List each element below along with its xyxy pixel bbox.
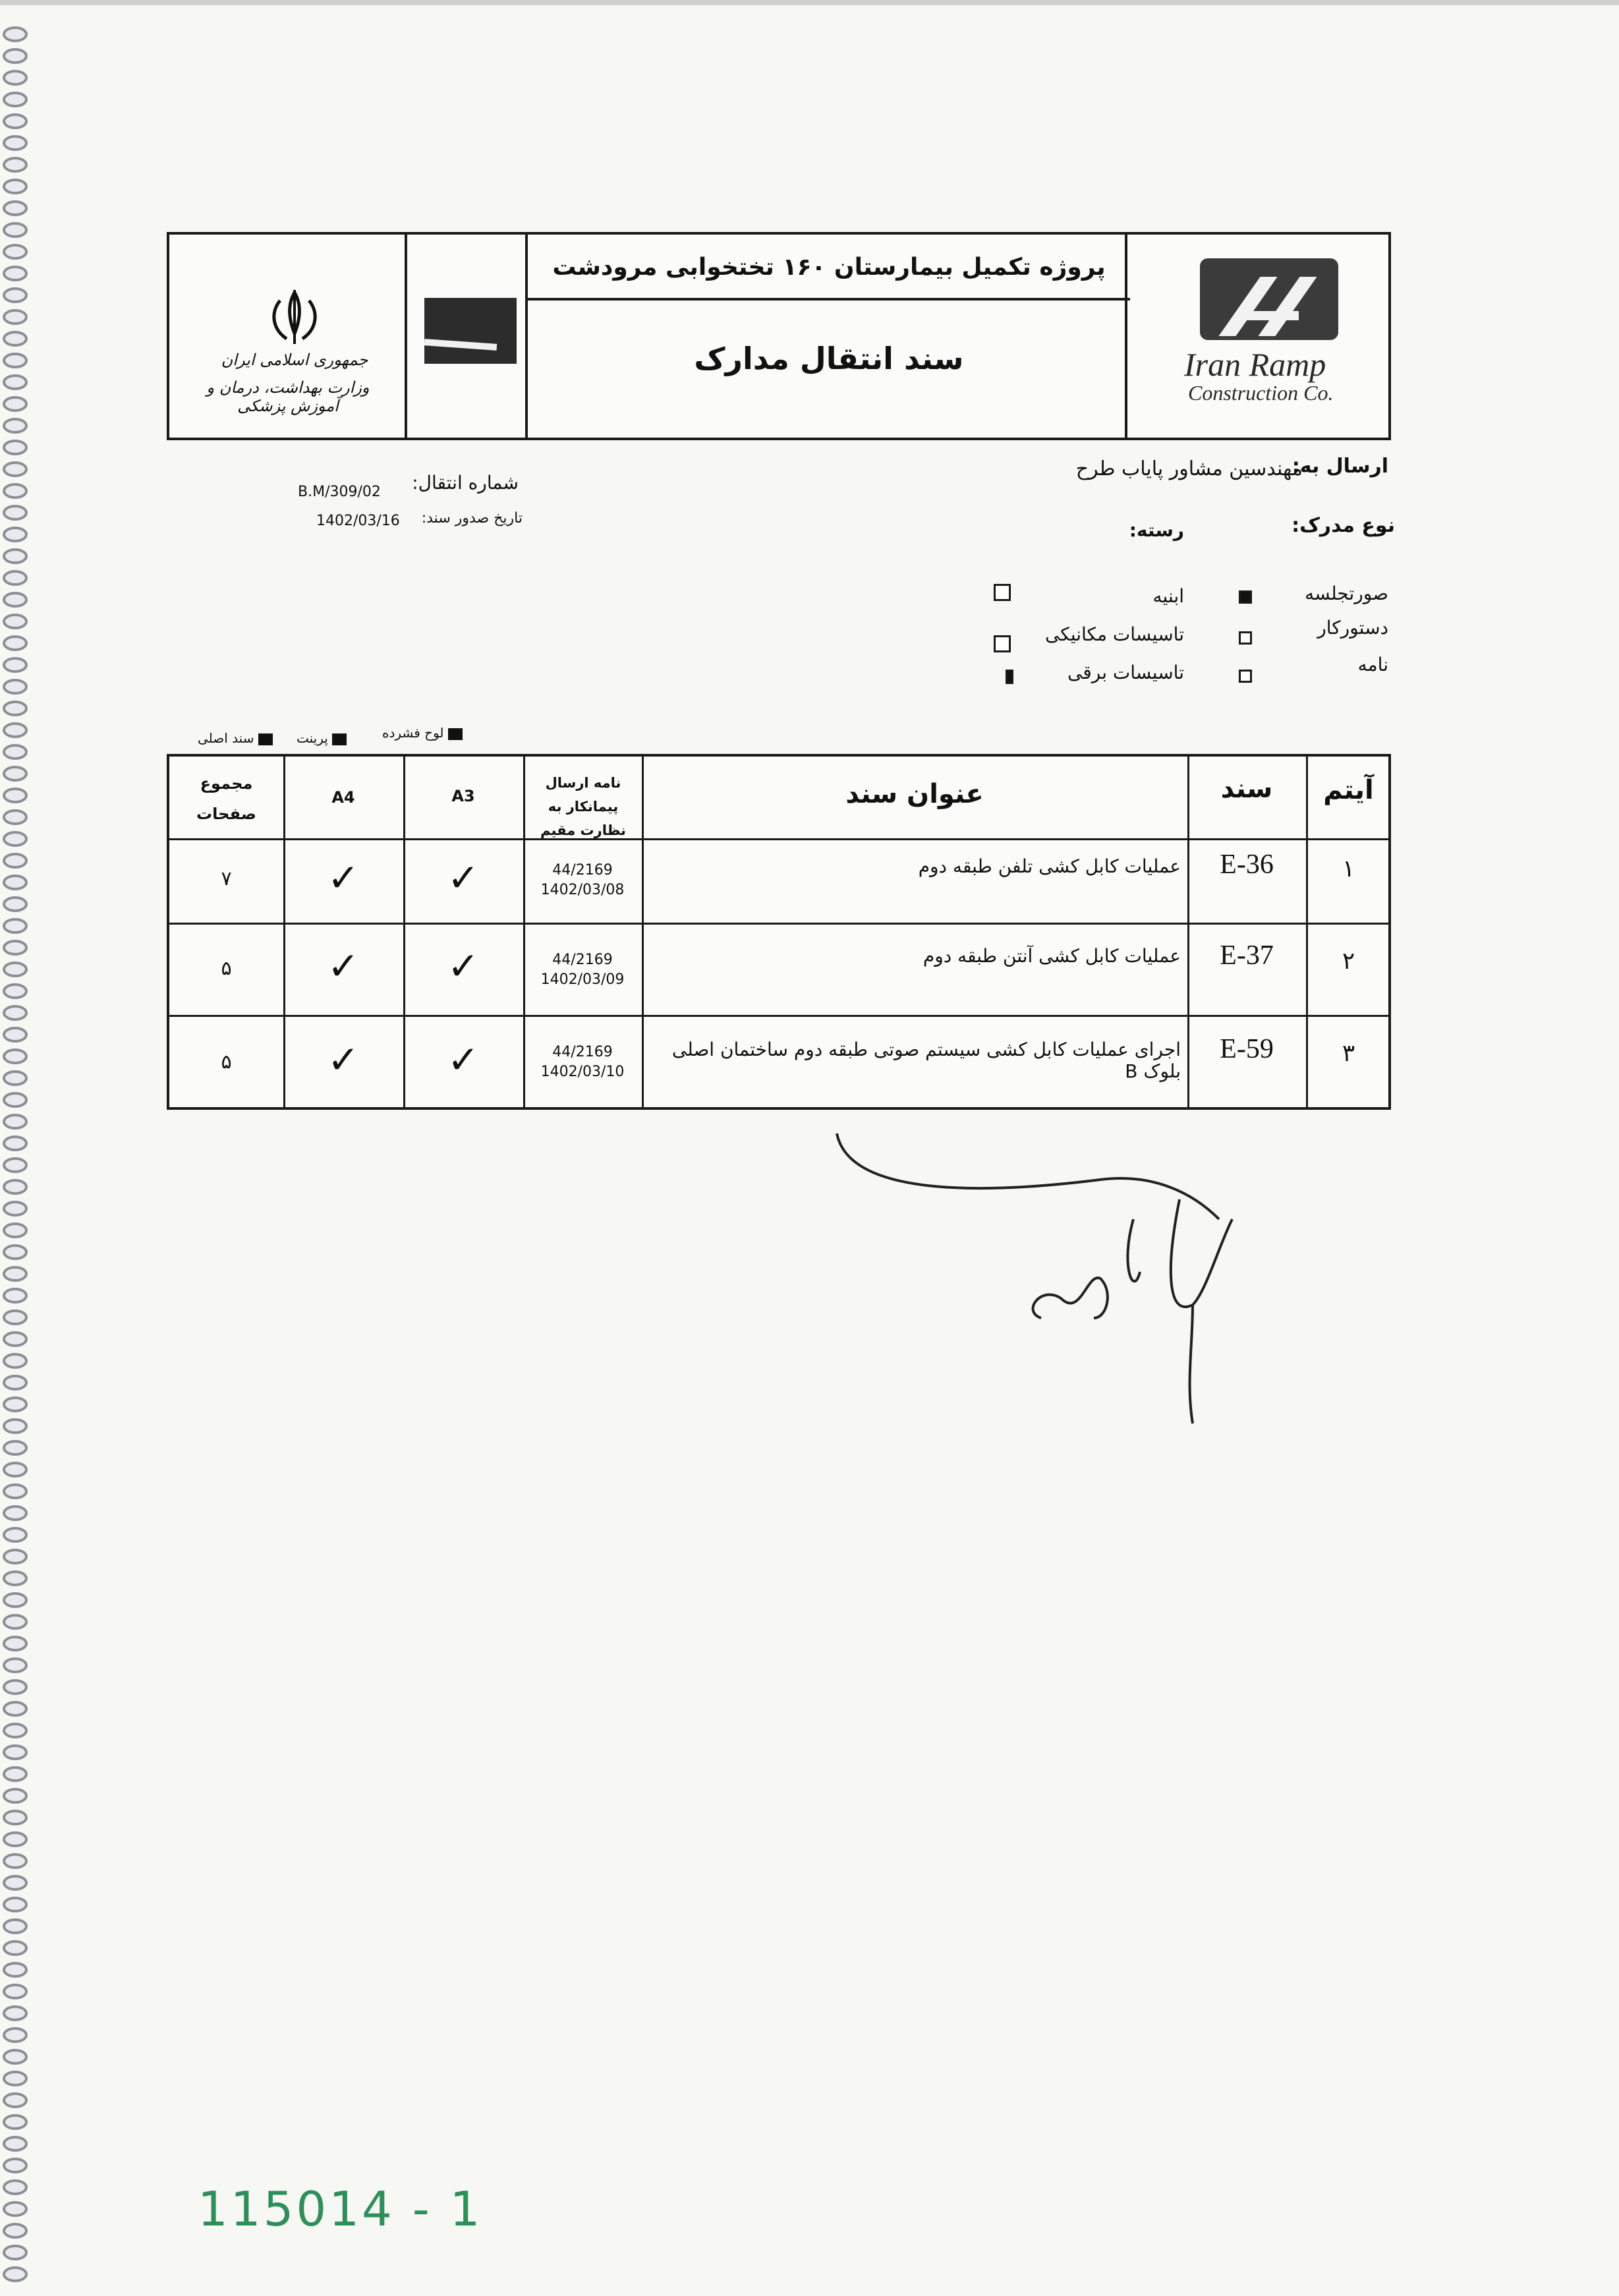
binding-ring (3, 2005, 28, 2021)
binding-ring (3, 744, 28, 760)
transfer-no-value: B.M/309/02 (298, 484, 381, 500)
header-title: عنوان سند (845, 779, 984, 809)
legend (198, 730, 273, 746)
legend-print-group (297, 730, 347, 746)
binding-ring (3, 1897, 28, 1912)
binding-ring (3, 353, 28, 368)
row1-letter-no: 44/2169 (552, 862, 613, 878)
binding-ring (3, 635, 28, 651)
binding-ring (3, 875, 28, 890)
category-label: رسته: (1129, 519, 1184, 541)
row2-letter-no: 44/2169 (552, 952, 613, 968)
binding-ring (3, 1157, 28, 1173)
binding-ring (3, 657, 28, 673)
signature-icon (824, 1120, 1285, 1450)
binding-ring (3, 1788, 28, 1804)
binding-ring (3, 1766, 28, 1782)
document-header (167, 232, 1391, 440)
legend-cd: لوح فشرده (382, 725, 444, 741)
doc-type-letter: نامه (1357, 654, 1388, 675)
binding-ring (3, 1505, 28, 1521)
binding-ring (3, 1092, 28, 1108)
binding-ring (3, 70, 28, 86)
row3-letter-date: 1402/03/10 (540, 1064, 625, 1080)
doc-type-label: نوع مدرک: (1292, 514, 1395, 537)
binding-ring (3, 1048, 28, 1064)
company-subtitle: Construction Co. (1188, 381, 1334, 405)
binding-ring (3, 918, 28, 934)
page-top-edge (0, 0, 1619, 5)
binding-ring (3, 200, 28, 216)
binding-ring (3, 1266, 28, 1282)
send-to-value: مهندسین مشاور پایاب طرح (1075, 457, 1303, 480)
binding-ring (3, 113, 28, 129)
doc-type-work-order: دستورکار (1317, 617, 1388, 639)
row3-item: ۳ (1342, 1040, 1355, 1067)
row-divider (169, 1015, 1388, 1017)
row2-pages: ۵ (221, 957, 232, 980)
row1-a4-check-icon: ✓ (327, 855, 360, 900)
binding-ring (3, 1483, 28, 1499)
handwritten-number: 115014 - 1 (198, 2181, 483, 2237)
binding-ring (3, 1679, 28, 1695)
binding-ring (3, 2245, 28, 2260)
binding-ring (3, 1440, 28, 1456)
binding-ring (3, 331, 28, 347)
doc-type-letter-checkbox[interactable] (1239, 670, 1252, 683)
send-to-label: ارسال به: (1292, 455, 1388, 478)
binding-ring (3, 1244, 28, 1260)
row3-a3-check-icon: ✓ (447, 1037, 480, 1082)
binding-ring (3, 287, 28, 303)
row-divider (169, 838, 1388, 840)
binding-ring (3, 440, 28, 455)
binding-ring (3, 2136, 28, 2152)
binding-ring (3, 1918, 28, 1934)
binding-ring (3, 309, 28, 325)
binding-ring (3, 1875, 28, 1891)
binding-ring (3, 2179, 28, 2195)
row1-letter-date: 1402/03/08 (540, 882, 625, 898)
binding-ring (3, 1288, 28, 1304)
binding-ring (3, 2223, 28, 2239)
binding-ring (3, 1005, 28, 1021)
binding-ring (3, 1570, 28, 1586)
binding-ring (3, 1396, 28, 1412)
legend-original: سند اصلی (198, 730, 254, 746)
binding-ring (3, 418, 28, 434)
binding-ring (3, 1222, 28, 1238)
binding-ring (3, 461, 28, 477)
document-title: سند انتقال مدارک (694, 341, 964, 376)
binding-ring (3, 1723, 28, 1738)
binding-ring (3, 1527, 28, 1543)
emblem-text-ministry: وزارت بهداشت، درمان و آموزش پزشکی (206, 378, 370, 415)
category-electrical-checkbox[interactable] (1006, 670, 1013, 684)
category-mechanical-checkbox[interactable] (994, 635, 1011, 652)
row2-item: ۲ (1342, 948, 1355, 975)
binding-ring (3, 983, 28, 999)
binding-ring (3, 548, 28, 564)
binding-ring (3, 831, 28, 847)
binding-ring (3, 1114, 28, 1130)
binding-ring (3, 679, 28, 695)
binding-ring (3, 1744, 28, 1760)
row3-pages: ۵ (221, 1050, 232, 1074)
binding-ring (3, 2158, 28, 2173)
binding-ring (3, 809, 28, 825)
binding-ring (3, 1614, 28, 1630)
iran-emblem-icon (262, 287, 327, 347)
row3-title: اجرای عملیات کابل کشی سیستم صوتی طبقه دوم ساختمان اصلی بلوک B (671, 1039, 1181, 1082)
row3-doc: E-59 (1220, 1034, 1274, 1064)
row1-pages: ۷ (221, 867, 232, 890)
category-mechanical: تاسیسات مکانیکی (1044, 623, 1184, 645)
row2-doc: E-37 (1220, 940, 1274, 971)
category-building: ابنیه (1152, 585, 1184, 607)
row1-item: ۱ (1342, 855, 1355, 882)
binding-ring (3, 1309, 28, 1325)
binding-ring (3, 896, 28, 912)
binding-ring (3, 1070, 28, 1086)
binding-ring (3, 1375, 28, 1391)
ministry-emblem-area (169, 235, 405, 438)
binding-ring (3, 853, 28, 869)
binding-ring (3, 1810, 28, 1825)
category-building-checkbox[interactable] (994, 584, 1011, 601)
binding-ring (3, 374, 28, 390)
binding-ring (3, 788, 28, 803)
binding-ring (3, 266, 28, 281)
binding-ring (3, 1984, 28, 1999)
binding-ring (3, 48, 28, 64)
row-divider (169, 923, 1388, 925)
header-a4: A4 (331, 788, 355, 807)
binding-ring (3, 2049, 28, 2065)
header-doc: سند (1220, 774, 1273, 804)
binding-ring (3, 1636, 28, 1651)
binding-ring (3, 1353, 28, 1369)
binding-ring (3, 2027, 28, 2043)
doc-type-minutes-checkbox[interactable] (1239, 590, 1252, 604)
binding-ring (3, 1940, 28, 1956)
issue-date-label: تاریخ صدور سند: (421, 510, 523, 527)
binding-ring (3, 1831, 28, 1847)
header-item: آیتم (1323, 775, 1374, 805)
header-a3: A3 (451, 787, 475, 805)
binding-ring (3, 2266, 28, 2282)
header-letter: نامه ارسال پیمانکار به نظارت مقیم (540, 775, 626, 838)
binding-ring (3, 1418, 28, 1434)
row1-title: عملیات کابل کشی تلفن طبقه دوم (918, 855, 1181, 877)
binding-ring (3, 396, 28, 412)
documents-table (167, 754, 1391, 1110)
row1-a3-check-icon: ✓ (447, 855, 480, 900)
binding-ring (3, 1331, 28, 1347)
doc-type-minutes: صورتجلسه (1305, 583, 1388, 604)
row3-letter-no: 44/2169 (552, 1044, 613, 1060)
category-electrical: تاسیسات برقی (1067, 662, 1184, 683)
binding-ring (3, 2071, 28, 2086)
binding-ring (3, 940, 28, 956)
row2-a3-check-icon: ✓ (447, 944, 480, 989)
binding-ring (3, 1701, 28, 1717)
binding-ring (3, 244, 28, 260)
spiral-binding (0, 26, 46, 2280)
company-logo-area (1125, 235, 1388, 438)
binding-ring (3, 179, 28, 194)
legend-print-marker (332, 733, 347, 745)
binding-ring (3, 1657, 28, 1673)
row3-a4-check-icon: ✓ (327, 1037, 360, 1082)
binding-ring (3, 222, 28, 238)
binding-ring (3, 2092, 28, 2108)
row2-a4-check-icon: ✓ (327, 944, 360, 989)
binding-ring (3, 483, 28, 499)
binding-ring (3, 961, 28, 977)
binding-ring (3, 1962, 28, 1978)
binding-ring (3, 592, 28, 608)
legend-print: پرینت (297, 730, 328, 746)
binding-ring (3, 722, 28, 738)
title-area (525, 235, 1130, 438)
binding-ring (3, 1853, 28, 1869)
legend-cd-group (382, 725, 463, 741)
doc-type-work-order-checkbox[interactable] (1239, 631, 1252, 645)
binding-ring (3, 1462, 28, 1478)
binding-ring (3, 570, 28, 586)
header-pages: مجموع صفحات (196, 774, 256, 823)
binding-ring (3, 1592, 28, 1608)
row1-doc: E-36 (1220, 849, 1274, 880)
binding-ring (3, 1549, 28, 1564)
row2-letter-date: 1402/03/09 (540, 971, 625, 988)
binding-ring (3, 2201, 28, 2217)
binding-ring (3, 135, 28, 151)
binding-ring (3, 26, 28, 42)
partner-logo-area (405, 235, 525, 438)
company-logo-icon (1200, 258, 1338, 340)
binding-ring (3, 766, 28, 782)
issue-date-value: 1402/03/16 (316, 513, 400, 529)
binding-ring (3, 1179, 28, 1195)
transfer-no-label: شماره انتقال: (412, 472, 519, 494)
binding-ring (3, 505, 28, 521)
partner-logo-icon (424, 298, 517, 364)
binding-ring (3, 614, 28, 629)
binding-ring (3, 1201, 28, 1217)
project-title: پروژه تکمیل بیمارستان ۱۶۰ تختخوابی مرودشت (528, 235, 1130, 301)
binding-ring (3, 527, 28, 542)
binding-ring (3, 1027, 28, 1043)
legend-cd-marker (448, 728, 463, 740)
row2-title: عملیات کابل کشی آنتن طبقه دوم (923, 945, 1181, 967)
binding-ring (3, 1135, 28, 1151)
company-name: Iran Ramp (1184, 346, 1326, 383)
binding-ring (3, 92, 28, 107)
emblem-text-country: جمهوری اسلامی ایران (221, 351, 368, 369)
binding-ring (3, 2114, 28, 2130)
legend-original-marker (258, 733, 273, 745)
binding-ring (3, 701, 28, 716)
binding-ring (3, 157, 28, 173)
